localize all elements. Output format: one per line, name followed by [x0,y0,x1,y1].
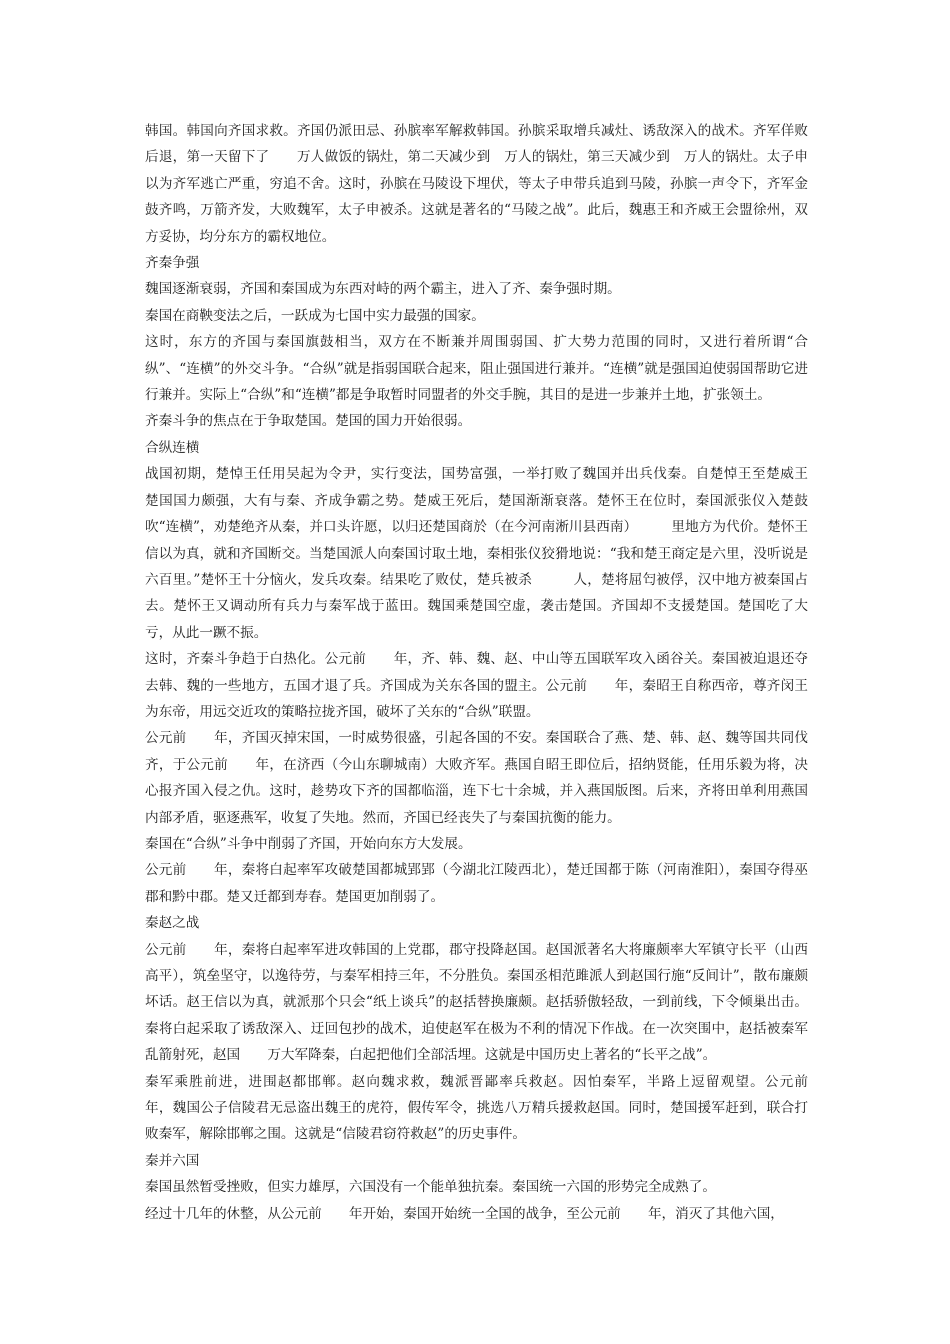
paragraph-changping-battle: 公元前 年，秦将白起率军进攻韩国的上党郡，郡守投降赵国。赵国派著名大将廉颇率大军镇守长平（山西高平），筑垒坚守，以逸待劳，与秦军相持三年，不分胜负。秦国丞相范雎派人到赵国行施“反间计”，散布廉颇坏话。赵王信以为真，就派那个只会“纸上谈兵”的赵括替换廉颇。赵括骄傲轻敌，一到前线，下令倾巢出击。秦将白起采取了诱敌深入、迂回包抄的战术，迫使赵军在极为不利的情况下作战。在一次突围中，赵括被秦军乱箭射死，赵国 万大军降秦，白起把他们全部活埋。这就是中国历史上著名的“长平之战”。 [145,941,808,1064]
paragraph-chu-history: 战国初期，楚悼王任用吴起为令尹，实行变法，国势富强，一举打败了魏国并出兵伐秦。自楚悼王至楚威王 楚国国力颇强，大有与秦、齐成争霸之势。楚威王死后，楚国渐渐衰落。楚怀王在位时，秦国派张仪入楚鼓吹“连横”，劝楚绝齐从秦，并口头许愿，以归还楚国商於（在今河南淅川县西南） 里地方为代价。楚怀王信以为真，就和齐国断交。当楚国派人向秦国讨取土地，秦相张仪狡猾地说：“我和楚王商定是六里，没听说是六百里。”楚怀王十分恼火，发兵攻秦。结果吃了败仗，楚兵被杀 人，楚将屈匄被俘，汉中地方被秦国占去。楚怀王又调动所有兵力与秦军战于蓝田。魏国乘楚国空虚，袭击楚国。齐国却不支援楚国。楚国吃了大亏，从此一蹶不振。 [145,466,822,641]
heading-qi-qin-rivalry: 齐秦争强 [145,255,200,272]
paragraph-five-states-alliance: 这时，齐秦斗争趋于白热化。公元前 年，齐、韩、魏、赵、中山等五国联军攻入函谷关。秦国被迫退还夺去韩、魏的一些地方，五国才退了兵。齐国成为关东各国的盟主。公元前 年，秦昭王自称西帝，尊齐闵王为东帝，用远交近攻的策略拉拢齐国，破坏了关东的“合纵”联盟。 [145,651,808,720]
paragraph-chu-focus: 齐秦斗争的焦点在于争取楚国。楚国的国力开始很弱。 [145,413,472,430]
paragraph-wei-decline: 魏国逐渐衰弱，齐国和秦国成为东西对峙的两个霸主，进入了齐、秦争强时期。 [145,281,621,298]
paragraph-maling-battle: 韩国。韩国向齐国求救。齐国仍派田忌、孙膑率军解救韩国。孙膑采取增兵减灶、诱敌深入的战术。齐军佯败后退，第一天留下了 万人做饭的锅灶，第二天减少到 万人的锅灶，第三天减少到 万人的锅灶。太子申以为齐军逃亡严重，穷追不舍。这时，孙膑在马陵设下埋伏，等太子申带兵追到马陵，孙膑一声令下，齐军金鼓齐鸣，万箭齐发，大败魏军，太子申被杀。这就是著名的“马陵之战”。此后，魏惠王和齐威王会盟徐州，双方妥协，均分东方的霸权地位。 [145,123,808,245]
paragraph-qi-destroys-song: 公元前 年，齐国灭掉宋国，一时威势很盛，引起各国的不安。秦国联合了燕、楚、韩、赵、魏等国共同伐齐，于公元前 年，在济西（今山东聊城南）大败齐军。燕国自昭王即位后，招纳贤能，任用乐毅为将，决心报齐国入侵之仇。这时，趁势攻下齐的国都临淄，连下七十余城，并入燕国版图。后来，齐将田单利用燕国内部矛盾，驱逐燕军，收复了失地。然而，齐国已经丧失了与秦国抗衡的能力。 [145,730,808,826]
heading-qin-unifies: 秦并六国 [145,1152,200,1169]
paragraph-qin-expands-east: 秦国在“合纵”斗争中削弱了齐国，开始向东方大发展。 [145,835,472,852]
paragraph-bai-qi-attacks-chu: 公元前 年，秦将白起率军攻破楚国都城郢郢（今湖北江陵西北），楚迁国都于陈（河南淮阳），秦国夺得巫郡和黔中郡。楚又迁都到寿春。楚国更加削弱了。 [145,862,808,905]
document-page [145,118,849,1227]
paragraph-shang-yang-reform: 秦国在商鞅变法之后，一跃成为七国中实力最强的国家。 [145,307,485,324]
heading-qin-zhao-war: 秦赵之战 [145,915,200,932]
paragraph-qin-strength: 秦国虽然暂受挫败，但实力雄厚，六国没有一个能单独抗秦。秦国统一六国的形势完全成熟了。 [145,1179,716,1196]
paragraph-hezong-lianheng: 这时，东方的齐国与秦国旗鼓相当，双方在不断兼并周围弱国、扩大势力范围的同时，又进行着所谓“合纵”、“连横”的外交斗争。“合纵”就是指弱国联合起来，阻止强国进行兼并。“连横”就是强国迫使弱国帮助它进行兼并。实际上“合纵”和“连横”都是争取暂时同盟者的外交手腕，其目的是进一步兼并土地，扩张领土。 [145,334,808,404]
paragraph-xinling-rescues-zhao: 秦军乘胜前进，进围赵都邯郸。赵向魏求救，魏派晋鄙率兵救赵。因怕秦军，半路上逗留观望。公元前 年，魏国公子信陵君无忌盗出魏王的虎符，假传军令，挑选八万精兵援救赵国。同时，楚国援军赶到，联合打败秦军，解除邯郸之围。这就是“信陵君窃符救赵”的历史事件。 [145,1073,849,1143]
paragraph-unification-war: 经过十几年的休整，从公元前 年开始，秦国开始统一全国的战争，至公元前 年，消灭了其他六国， [145,1205,784,1222]
heading-hezong-lianheng: 合纵连横 [145,439,200,456]
